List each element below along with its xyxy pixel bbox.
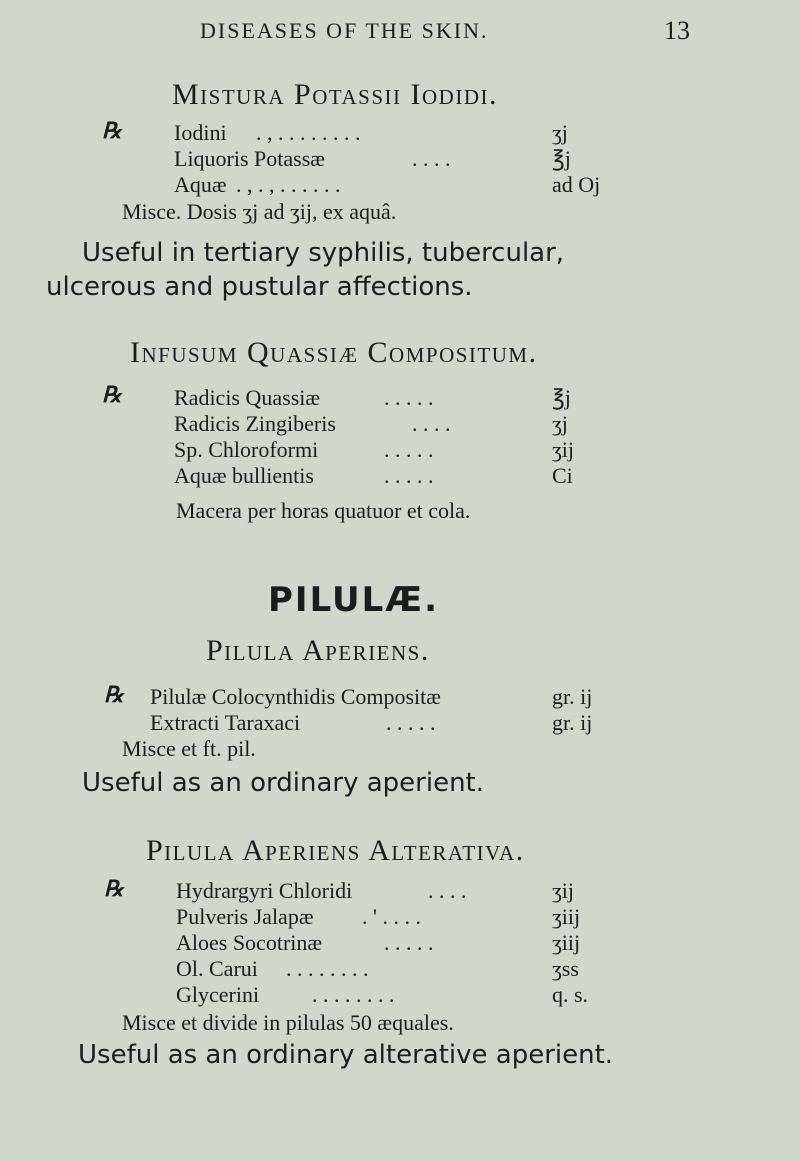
ingredient-name: Iodini [174, 120, 227, 145]
ingredient-leader: . . . . [428, 878, 467, 903]
ingredient-name: Liquoris Potassæ [174, 146, 325, 171]
ingredient-quantity: ʒij [552, 878, 574, 903]
ingredient-name: Aloes Socotrinæ [176, 930, 323, 955]
ingredient-quantity: ℥j [552, 385, 571, 410]
ingredient-leader: . . . . [412, 146, 451, 171]
ingredient-quantity: ʒij [552, 437, 574, 462]
running-head: DISEASES OF THE SKIN. [200, 18, 489, 43]
ingredient-quantity: gr. ij [552, 684, 593, 709]
indication-line: Useful in tertiary syphilis, tubercular, [82, 238, 565, 268]
ingredient-name: Ol. Carui [176, 956, 258, 981]
ingredient-quantity: ad Oj [552, 172, 601, 197]
page-number: 13 [664, 16, 690, 45]
indication-line: ulcerous and pustular affections. [46, 272, 473, 302]
ingredient-quantity: ʒj [552, 411, 568, 436]
ingredient-name: Hydrargyri Chloridi [176, 878, 353, 903]
ingredient-quantity: ʒiij [552, 930, 581, 955]
ingredient-quantity: Ci [552, 463, 573, 488]
ingredient-name: Pilulæ Colocynthidis Compositæ [150, 684, 441, 709]
ingredient-name: Sp. Chloroformi [174, 437, 319, 462]
ingredient-name: Aquæ [174, 172, 227, 197]
rx-symbol: ℞ [102, 382, 122, 407]
ingredient-name: Radicis Quassiæ [174, 385, 321, 410]
ingredient-quantity: ʒiij [552, 904, 581, 929]
rx-symbol: ℞ [104, 876, 124, 901]
direction-text: Misce. Dosis ʒj ad ʒij, ex aquâ. [122, 199, 397, 224]
ingredient-leader: . . . . . [384, 385, 434, 410]
ingredient-quantity: gr. ij [552, 710, 593, 735]
ingredient-leader: . . . . . [384, 930, 434, 955]
ingredient-quantity: ʒss [552, 956, 579, 981]
section-heading-pilulae: PILULÆ. [268, 580, 440, 620]
direction-text: Misce et ft. pil. [122, 736, 256, 761]
ingredient-leader: . . . . . [384, 463, 434, 488]
ingredient-name: Aquæ bullientis [174, 463, 314, 488]
ingredient-name: Radicis Zingiberis [174, 411, 336, 436]
ingredient-quantity: ʒj [552, 120, 568, 145]
indication-line: Useful as an ordinary alterative aperient. [78, 1040, 614, 1070]
ingredient-leader: . . . . . . . . [286, 956, 369, 981]
ingredient-leader: . . . . . [384, 437, 434, 462]
formula-title-mistura-potassii-iodidi: Mistura Potassii Iodidi. [172, 78, 498, 111]
direction-text: Misce et divide in pilulas 50 æquales. [122, 1010, 454, 1035]
ingredient-leader: . ' . . . . [362, 904, 421, 929]
ingredient-quantity: q. s. [552, 982, 589, 1007]
formula-title-pilula-aperiens: Pilula Aperiens. [206, 634, 430, 667]
ingredient-leader: . . . . [412, 411, 451, 436]
direction-text: Macera per horas quatuor et cola. [176, 498, 471, 523]
ingredient-leader: . , . . . . . . . . [256, 120, 361, 145]
rx-symbol: ℞ [104, 682, 124, 707]
rx-symbol: ℞ [102, 118, 122, 143]
ingredient-name: Pulveris Jalapæ [176, 904, 314, 929]
ingredient-leader: . , . , . . . . . . [236, 172, 341, 197]
ingredient-leader: . . . . . [386, 710, 436, 735]
formula-title-pilula-aperiens-alterativa: Pilula Aperiens Alterativa. [146, 834, 525, 867]
formula-title-infusum-quassiae-compositum: Infusum Quassiæ Compositum. [130, 336, 538, 369]
indication-line: Useful as an ordinary aperient. [82, 768, 485, 798]
ingredient-quantity: ℥j [552, 146, 571, 171]
ingredient-name: Extracti Taraxaci [150, 710, 301, 735]
ingredient-name: Glycerini [176, 982, 260, 1007]
ingredient-leader: . . . . . . . . [312, 982, 395, 1007]
